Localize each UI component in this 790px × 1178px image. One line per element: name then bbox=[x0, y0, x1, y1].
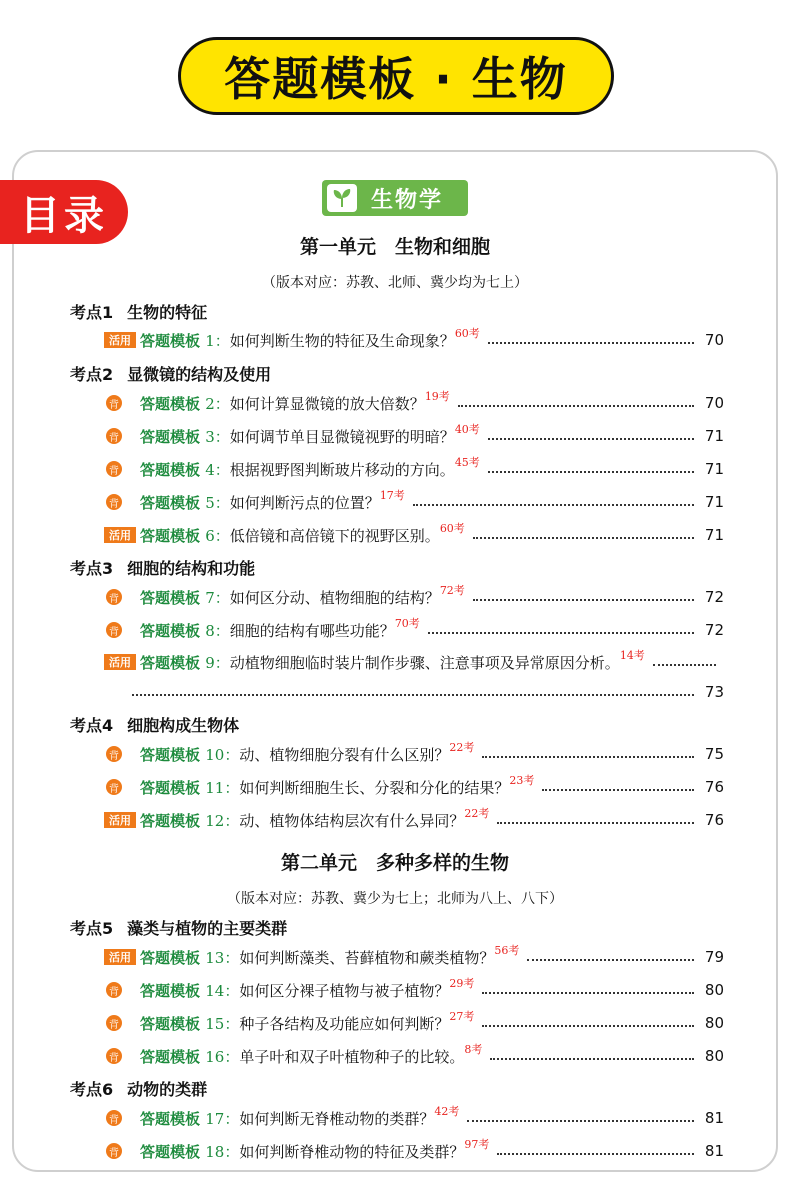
kaodian-heading bbox=[70, 713, 239, 736]
page-number: 71 bbox=[704, 427, 724, 445]
toc-entry[interactable] bbox=[104, 650, 724, 674]
bei-badge: 背 bbox=[106, 461, 122, 477]
template-label: 答题模板 16： bbox=[140, 1047, 240, 1066]
entry-question: 如何区分动、植物细胞的结构？ bbox=[229, 588, 440, 607]
toc-entry[interactable] bbox=[104, 945, 724, 969]
bei-badge: 背 bbox=[106, 395, 122, 411]
template-label: 答题模板 8： bbox=[140, 621, 230, 640]
leader-dots bbox=[482, 992, 694, 994]
exam-frequency: 19考 bbox=[424, 390, 450, 403]
entry-question: 低倍镜和高倍镜下的视野区别。 bbox=[229, 526, 440, 545]
kaodian-title: 藻类与植物的主要类群 bbox=[127, 919, 288, 938]
template-label: 答题模板 3： bbox=[140, 427, 230, 446]
template-label: 答题模板 1： bbox=[140, 331, 230, 350]
bei-badge: 背 bbox=[106, 1143, 122, 1159]
bei-badge: 背 bbox=[106, 1015, 122, 1031]
bei-badge: 背 bbox=[106, 622, 122, 638]
huoyong-badge: 活用 bbox=[104, 654, 136, 670]
entry-question: 动、植物体结构层次有什么异同？ bbox=[239, 811, 465, 830]
template-label: 答题模板 5： bbox=[140, 493, 230, 512]
leader-dots bbox=[428, 632, 694, 634]
template-label: 答题模板 13： bbox=[140, 948, 240, 967]
subject-label: 生物学 bbox=[371, 187, 444, 213]
page-number: 71 bbox=[704, 526, 724, 544]
kaodian-number: 考点6 bbox=[70, 1080, 114, 1099]
entry-question: 单子叶和双子叶植物种子的比较。 bbox=[239, 1047, 465, 1066]
page-number: 79 bbox=[704, 948, 724, 966]
page-number: 72 bbox=[704, 588, 724, 606]
leader-dots bbox=[488, 438, 694, 440]
toc-label: 目录 bbox=[20, 192, 108, 239]
page-number: 70 bbox=[704, 394, 724, 412]
kaodian-heading bbox=[70, 916, 287, 939]
exam-frequency: 60考 bbox=[454, 327, 480, 340]
page-number: 81 bbox=[704, 1142, 724, 1160]
leader-dots bbox=[473, 599, 694, 601]
leader-dots bbox=[488, 342, 694, 344]
bei-badge: 背 bbox=[106, 494, 122, 510]
template-label: 答题模板 17： bbox=[140, 1109, 240, 1128]
entry-question: 动、植物细胞分裂有什么区别？ bbox=[239, 745, 450, 764]
leader-dots bbox=[497, 822, 694, 824]
kaodian-number: 考点3 bbox=[70, 559, 114, 578]
toc-entry-continuation[interactable] bbox=[132, 680, 724, 704]
leader-dots bbox=[653, 664, 716, 666]
leader-dots bbox=[458, 405, 694, 407]
leader-dots bbox=[482, 756, 694, 758]
exam-frequency: 60考 bbox=[439, 522, 465, 535]
page-number: 76 bbox=[704, 778, 724, 796]
toc-entry[interactable] bbox=[104, 328, 724, 352]
exam-frequency: 23考 bbox=[509, 774, 535, 787]
leader-dots bbox=[473, 537, 694, 539]
unit1-edition: （版本对应：苏教、北师、冀少均为七上） bbox=[262, 275, 528, 291]
toc-entry[interactable] bbox=[104, 391, 724, 415]
bei-badge: 背 bbox=[106, 589, 122, 605]
exam-frequency: 42考 bbox=[434, 1105, 460, 1118]
huoyong-badge: 活用 bbox=[104, 527, 136, 543]
page-number: 75 bbox=[704, 745, 724, 763]
entry-question: 种子各结构及功能应如何判断？ bbox=[239, 1014, 450, 1033]
page-number: 71 bbox=[704, 460, 724, 478]
toc-entry[interactable] bbox=[104, 808, 724, 832]
template-label: 答题模板 10： bbox=[140, 745, 240, 764]
page-number: 73 bbox=[704, 683, 724, 701]
toc-entry[interactable] bbox=[104, 775, 724, 799]
toc-entry[interactable] bbox=[104, 1044, 724, 1068]
leader-dots bbox=[527, 959, 694, 961]
bei-badge: 背 bbox=[106, 779, 122, 795]
kaodian-heading bbox=[70, 362, 271, 385]
kaodian-title: 细胞的结构和功能 bbox=[127, 559, 256, 578]
bei-badge: 背 bbox=[106, 428, 122, 444]
kaodian-number: 考点2 bbox=[70, 365, 114, 384]
title-banner bbox=[178, 37, 614, 115]
leader-dots bbox=[542, 789, 694, 791]
leader-dots bbox=[482, 1025, 694, 1027]
bei-badge: 背 bbox=[106, 746, 122, 762]
page-number: 71 bbox=[704, 493, 724, 511]
leader-dots bbox=[497, 1153, 694, 1155]
leader-dots bbox=[132, 694, 694, 696]
template-label: 答题模板 9： bbox=[140, 653, 230, 672]
entry-question: 如何判断细胞生长、分裂和分化的结果？ bbox=[239, 778, 510, 797]
exam-frequency: 14考 bbox=[619, 649, 645, 662]
exam-frequency: 40考 bbox=[454, 423, 480, 436]
page-number: 72 bbox=[704, 621, 724, 639]
kaodian-number: 考点4 bbox=[70, 716, 114, 735]
entry-question: 如何判断污点的位置？ bbox=[229, 493, 380, 512]
kaodian-heading bbox=[70, 1077, 207, 1100]
toc-entry[interactable] bbox=[104, 618, 724, 642]
toc-entry[interactable] bbox=[104, 742, 724, 766]
leader-dots bbox=[413, 504, 694, 506]
toc-entry[interactable] bbox=[104, 1106, 724, 1130]
kaodian-title: 细胞构成生物体 bbox=[127, 716, 240, 735]
entry-question: 如何调节单目显微镜视野的明暗？ bbox=[229, 427, 455, 446]
entry-question: 如何判断脊椎动物的特征及类群？ bbox=[239, 1142, 465, 1161]
entry-question: 如何判断生物的特征及生命现象？ bbox=[229, 331, 455, 350]
entry-question: 如何区分裸子植物与被子植物？ bbox=[239, 981, 450, 1000]
kaodian-number: 考点1 bbox=[70, 303, 114, 322]
unit1-title: 第一单元 生物和细胞 bbox=[299, 236, 490, 258]
unit2-title: 第二单元 多种多样的生物 bbox=[280, 852, 509, 874]
exam-frequency: 97考 bbox=[464, 1138, 490, 1151]
entry-question: 动植物细胞临时装片制作步骤、注意事项及异常原因分析。 bbox=[229, 653, 620, 672]
kaodian-title: 显微镜的结构及使用 bbox=[127, 365, 272, 384]
toc-entry[interactable] bbox=[104, 1011, 724, 1035]
exam-frequency: 72考 bbox=[439, 584, 465, 597]
toc-entry[interactable] bbox=[104, 523, 724, 547]
exam-frequency: 8考 bbox=[464, 1043, 483, 1056]
bei-badge: 背 bbox=[106, 1110, 122, 1126]
exam-frequency: 17考 bbox=[379, 489, 405, 502]
kaodian-number: 考点5 bbox=[70, 919, 114, 938]
template-label: 答题模板 18： bbox=[140, 1142, 240, 1161]
entry-question: 如何判断藻类、苔藓植物和蕨类植物？ bbox=[239, 948, 495, 967]
toc-entry[interactable] bbox=[104, 424, 724, 448]
exam-frequency: 29考 bbox=[449, 977, 475, 990]
page-number: 81 bbox=[704, 1109, 724, 1127]
template-label: 答题模板 12： bbox=[140, 811, 240, 830]
kaodian-title: 动物的类群 bbox=[127, 1080, 208, 1099]
template-label: 答题模板 15： bbox=[140, 1014, 240, 1033]
subject-badge bbox=[322, 180, 468, 216]
bei-badge: 背 bbox=[106, 1048, 122, 1064]
toc-entry[interactable] bbox=[104, 978, 724, 1002]
exam-frequency: 45考 bbox=[454, 456, 480, 469]
page-number: 80 bbox=[704, 1047, 724, 1065]
entry-question: 根据视野图判断玻片移动的方向。 bbox=[229, 460, 455, 479]
exam-frequency: 27考 bbox=[449, 1010, 475, 1023]
toc-entry[interactable] bbox=[104, 490, 724, 514]
toc-entry[interactable] bbox=[104, 1139, 724, 1163]
template-label: 答题模板 11： bbox=[140, 778, 240, 797]
page-number: 70 bbox=[704, 331, 724, 349]
huoyong-badge: 活用 bbox=[104, 332, 136, 348]
kaodian-title: 生物的特征 bbox=[127, 303, 208, 322]
template-label: 答题模板 7： bbox=[140, 588, 230, 607]
huoyong-badge: 活用 bbox=[104, 812, 136, 828]
template-label: 答题模板 14： bbox=[140, 981, 240, 1000]
banner-title: 答题模板 · 生物 bbox=[224, 52, 568, 106]
entry-question: 如何计算显微镜的放大倍数？ bbox=[229, 394, 425, 413]
entry-question: 如何判断无脊椎动物的类群？ bbox=[239, 1109, 435, 1128]
sprout-icon bbox=[327, 184, 357, 212]
leader-dots bbox=[467, 1120, 694, 1122]
unit2-edition: （版本对应：苏教、冀少为七上；北师为八上、八下） bbox=[227, 891, 563, 907]
exam-frequency: 56考 bbox=[494, 944, 520, 957]
kaodian-heading bbox=[70, 300, 207, 323]
exam-frequency: 22考 bbox=[449, 741, 475, 754]
template-label: 答题模板 2： bbox=[140, 394, 230, 413]
leader-dots bbox=[488, 471, 694, 473]
page-number: 80 bbox=[704, 981, 724, 999]
template-label: 答题模板 4： bbox=[140, 460, 230, 479]
toc-entry[interactable] bbox=[104, 585, 724, 609]
page-number: 76 bbox=[704, 811, 724, 829]
leader-dots bbox=[490, 1058, 694, 1060]
toc-entry[interactable] bbox=[104, 457, 724, 481]
kaodian-heading bbox=[70, 556, 255, 579]
exam-frequency: 70考 bbox=[394, 617, 420, 630]
bei-badge: 背 bbox=[106, 982, 122, 998]
entry-question: 细胞的结构有哪些功能？ bbox=[229, 621, 395, 640]
exam-frequency: 22考 bbox=[464, 807, 490, 820]
page-number: 80 bbox=[704, 1014, 724, 1032]
huoyong-badge: 活用 bbox=[104, 949, 136, 965]
template-label: 答题模板 6： bbox=[140, 526, 230, 545]
